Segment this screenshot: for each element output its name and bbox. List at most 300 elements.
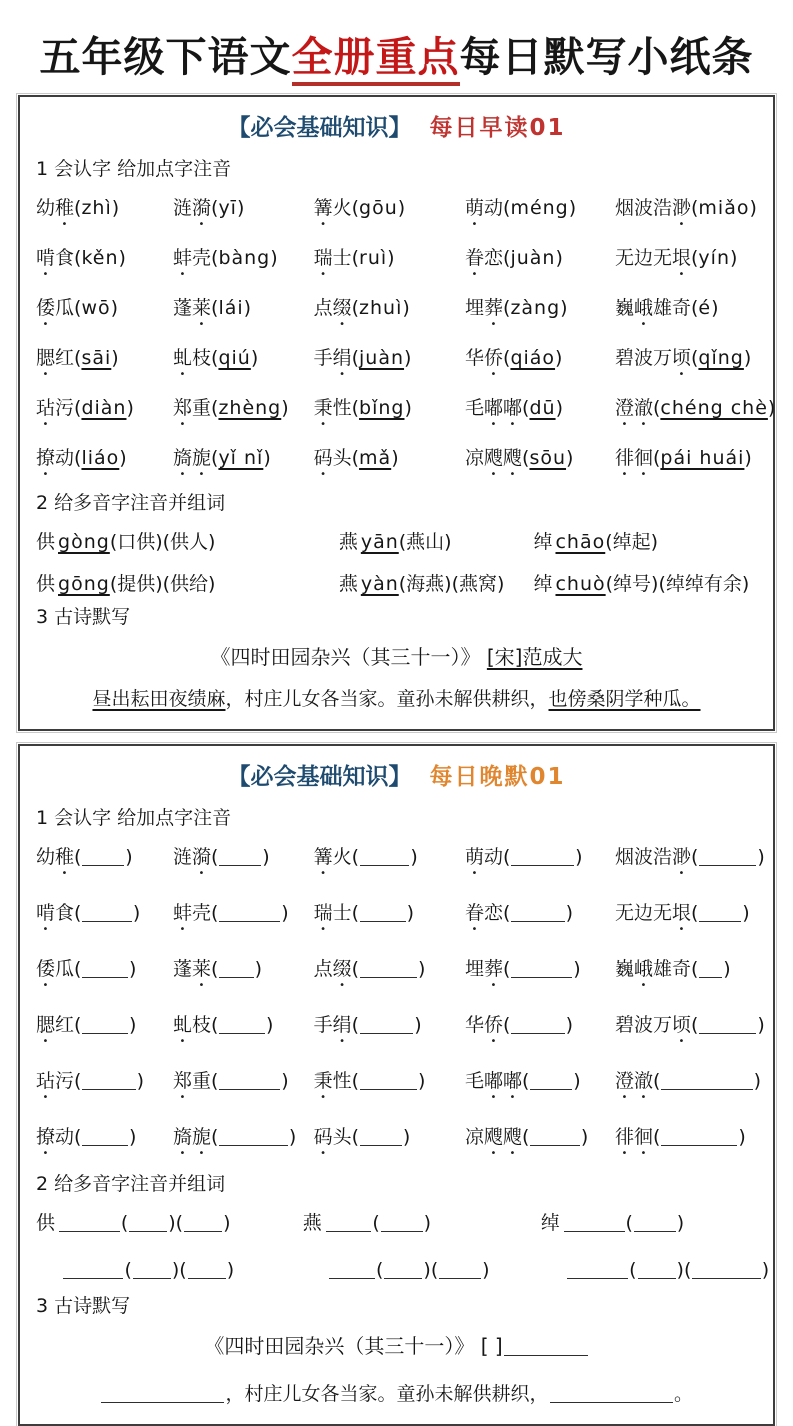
dotted-char: 澄	[614, 1070, 634, 1092]
polyphone-grid-evening	[36, 1208, 770, 1281]
dotted-char: 秉	[313, 397, 333, 419]
answer-blank	[184, 1214, 222, 1232]
word-text	[173, 447, 211, 469]
answer-blank	[567, 1261, 628, 1279]
part3-label: 3 古诗默写	[36, 1295, 131, 1317]
answer-blank	[661, 1128, 737, 1146]
word-item: 幼稚( )	[36, 846, 133, 868]
dotted-char: 漪	[192, 197, 212, 219]
answer-blank	[360, 1016, 413, 1034]
word-text: 手绢	[313, 1014, 352, 1036]
word-text: 虬枝	[172, 347, 212, 369]
dotted-char: 飕	[503, 447, 523, 469]
word-item: 碧波万顷( )	[614, 1014, 765, 1036]
dotted-char: 顷	[671, 347, 691, 369]
pinyin-answer: qǐng	[698, 347, 744, 369]
dotted-char: 侨	[484, 1014, 504, 1036]
word-text: 玷污	[36, 397, 75, 419]
poem-text: 也傍桑阴学种瓜。	[548, 688, 701, 710]
dotted-char: 葬	[484, 297, 504, 319]
pinyin-answer: é	[698, 297, 712, 319]
word-item: 旖旎(yǐ nǐ)	[172, 447, 271, 469]
pinyin-answer: qiú	[218, 347, 251, 369]
word-text: 郑重	[172, 397, 212, 419]
dotted-char: 倭	[36, 958, 56, 980]
word-item: 毛嘟嘟(dū)	[464, 397, 563, 419]
dotted-char: 啃	[36, 247, 56, 269]
answer-blank	[329, 1261, 375, 1279]
polyphone-char: 供	[36, 531, 56, 553]
word-item: 玷污(diàn)	[36, 397, 134, 419]
dotted-char: 稚	[55, 846, 75, 868]
answer-blank	[511, 960, 572, 978]
polyphone-item	[36, 527, 339, 554]
word-item: 蓬莱(lái)	[172, 297, 252, 319]
word-item: 无边无垠( )	[614, 902, 750, 924]
answer-blank	[360, 960, 417, 978]
dotted-char: 顷	[671, 1014, 691, 1036]
answer-blank	[219, 960, 253, 978]
word-item: 瑞士( )	[313, 902, 415, 924]
part3-label: 3 古诗默写	[36, 606, 131, 628]
polyphone-words: (燕山)	[398, 531, 452, 553]
answer-blank	[360, 1128, 402, 1146]
pinyin-answer: yī	[218, 197, 237, 219]
poem-line-morning	[36, 684, 757, 711]
poem-text: 《四时田园杂兴（其三十一）》	[210, 645, 487, 669]
word-text: 埋葬	[464, 958, 504, 980]
pinyin-answer: gòng	[58, 531, 110, 553]
polyphone-item	[533, 569, 757, 596]
dotted-char: 澈	[633, 397, 653, 419]
word-text: 凉飕飕	[464, 1126, 523, 1148]
polyphone-char: 燕	[338, 573, 358, 595]
answer-blank	[59, 1214, 120, 1232]
pinyin-answer: bǐng	[359, 397, 405, 419]
answer-blank	[634, 1214, 676, 1232]
word-text: 毛嘟嘟	[464, 1070, 523, 1092]
dotted-char: 虬	[172, 347, 192, 369]
section-evening-header	[36, 758, 757, 791]
word-text: 瑞士	[313, 902, 352, 924]
pinyin-answer: yǐ nǐ	[218, 447, 264, 469]
answer-blank	[550, 1385, 674, 1403]
pinyin-answer: qiáo	[510, 347, 556, 369]
answer-blank	[133, 1261, 171, 1279]
word-text: 倭瓜	[36, 297, 75, 319]
word-text: 手绢	[313, 347, 352, 369]
daily-evening-title: 每日晚默01	[429, 764, 566, 790]
word-item: 虬枝( )	[172, 1014, 274, 1036]
word-text: 腮红	[36, 1014, 75, 1036]
dotted-char: 萌	[464, 197, 484, 219]
poem-text: [ ]	[480, 1334, 503, 1358]
answer-blank	[129, 1214, 167, 1232]
polyphone-words: (提供)(供给)	[109, 573, 216, 595]
word-text: 毛嘟嘟	[464, 397, 523, 419]
dotted-char: 绢	[332, 347, 352, 369]
polyphone-char: 绰	[533, 531, 553, 553]
pinyin-answer: juàn	[510, 247, 556, 269]
word-text: 秉性	[313, 397, 352, 419]
word-item: 眷恋( )	[464, 902, 574, 924]
answer-blank	[82, 1072, 135, 1090]
pinyin-answer: ruì	[359, 247, 388, 269]
word-grid-morning	[36, 193, 776, 480]
word-text: 点缀	[313, 958, 352, 980]
polyphone-char: 供	[36, 573, 56, 595]
pinyin-answer: sōu	[529, 447, 567, 469]
word-item: 郑重(zhèng)	[172, 397, 289, 419]
word-item: 澄澈( )	[614, 1070, 761, 1092]
word-text: 蚌壳	[172, 247, 212, 269]
dotted-char: 飕	[484, 1126, 504, 1148]
dotted-char: 嘟	[503, 1070, 523, 1092]
word-item: 萌动( )	[464, 846, 583, 868]
pinyin-answer: chéng chè	[660, 397, 768, 419]
answer-blank	[384, 1261, 422, 1279]
answer-blank	[661, 1072, 752, 1090]
dotted-char: 峨	[633, 958, 653, 980]
word-text: 埋葬	[464, 297, 504, 319]
dotted-char: 徊	[633, 447, 653, 469]
polyphone-words: (绰号)(绰绰有余)	[605, 573, 750, 595]
word-text: 涟漪	[172, 846, 212, 868]
polyphone-char: 绰	[533, 573, 553, 595]
dotted-char: 飕	[484, 447, 504, 469]
word-text	[615, 1070, 653, 1092]
word-text: 篝火	[313, 846, 352, 868]
poem-title-morning	[36, 641, 757, 670]
pinyin-answer: miǎo	[698, 197, 750, 219]
word-text: 巍峨雄奇	[614, 297, 691, 319]
pinyin-answer: wō	[81, 297, 111, 319]
word-item: 瑞士(ruì)	[313, 247, 395, 269]
polyphone-item: 供 ( )( )	[36, 1212, 231, 1234]
word-item: 虬枝(qiú)	[172, 347, 259, 369]
answer-blank	[564, 1214, 625, 1232]
word-item: 篝火( )	[313, 846, 418, 868]
polyphone-item: 绰 ( )	[540, 1212, 685, 1234]
dotted-char: 萌	[464, 846, 484, 868]
word-text	[615, 1126, 653, 1148]
answer-blank	[82, 1128, 128, 1146]
dotted-char: 徊	[633, 1126, 653, 1148]
pinyin-answer: zhèng	[218, 397, 282, 419]
dotted-char: 篝	[313, 846, 333, 868]
word-text: 幼稚	[36, 197, 75, 219]
word-item: 巍峨雄奇( )	[614, 958, 731, 980]
dotted-char: 嘟	[503, 397, 523, 419]
page-title-highlight: 全册重点	[292, 33, 460, 86]
dotted-char: 垠	[671, 902, 691, 924]
word-text: 倭瓜	[36, 958, 75, 980]
word-text: 萌动	[464, 197, 504, 219]
word-item: 手绢( )	[313, 1014, 422, 1036]
answer-blank	[699, 1016, 756, 1034]
answer-blank	[219, 1072, 280, 1090]
word-text: 篝火	[313, 197, 352, 219]
answer-blank	[360, 904, 406, 922]
word-item: 萌动(méng)	[464, 197, 577, 219]
dotted-char: 莱	[192, 297, 212, 319]
page-title-post: 每日默写小纸条	[459, 33, 754, 81]
dotted-char: 郑	[172, 397, 192, 419]
dotted-char: 眷	[464, 247, 484, 269]
polyphone-words: (口供)(供人)	[109, 531, 216, 553]
answer-blank	[82, 960, 128, 978]
word-text: 碧波万顷	[614, 347, 691, 369]
word-item: 澄澈(chéng chè)	[614, 397, 776, 419]
pinyin-answer: zhì	[81, 197, 112, 219]
part2-label: 2 给多音字注音并组词	[36, 492, 226, 514]
pinyin-answer: chāo	[555, 531, 606, 553]
word-text: 啃食	[36, 902, 75, 924]
word-item: 码头( )	[313, 1126, 411, 1148]
polyphone-item	[36, 569, 339, 596]
pinyin-answer: bàng	[218, 247, 271, 269]
word-item: 凉飕飕(sōu)	[464, 447, 574, 469]
word-text: 烟波浩渺	[614, 197, 691, 219]
word-item: 烟波浩渺( )	[614, 846, 765, 868]
dotted-char: 旖	[172, 1126, 192, 1148]
word-text: 撩动	[36, 1126, 75, 1148]
word-item: 涟漪( )	[172, 846, 270, 868]
word-item: 巍峨雄奇(é)	[614, 297, 719, 319]
part2-label: 2 给多音字注音并组词	[36, 1173, 226, 1195]
page-title	[18, 8, 775, 95]
word-text: 秉性	[313, 1070, 352, 1092]
poem-title-evening	[36, 1330, 757, 1359]
part1-label: 1 会认字 给加点字注音	[36, 807, 232, 829]
word-text: 码头	[313, 1126, 352, 1148]
answer-blank	[360, 1072, 417, 1090]
dotted-char: 澄	[614, 397, 634, 419]
word-text: 烟波浩渺	[614, 846, 691, 868]
polyphone-grid-morning	[36, 527, 757, 596]
answer-blank	[360, 848, 409, 866]
dotted-char: 玷	[36, 397, 56, 419]
word-item: 秉性(bǐng)	[313, 397, 412, 419]
pinyin-answer: gōng	[58, 573, 110, 595]
section-morning-header	[36, 109, 757, 142]
word-text: 无边无垠	[614, 902, 691, 924]
page-title-pre: 五年级下语文	[39, 33, 292, 81]
poem-text: ，村庄儿女各当家。童孙未解供耕织，	[225, 1383, 549, 1405]
answer-blank	[638, 1261, 676, 1279]
answer-blank	[511, 848, 574, 866]
word-item: 腮红( )	[36, 1014, 137, 1036]
dotted-char: 郑	[172, 1070, 192, 1092]
word-item: 点缀(zhuì)	[313, 297, 410, 319]
dotted-char: 旖	[172, 447, 192, 469]
daily-morning-title: 每日早读01	[429, 115, 566, 141]
word-text: 华侨	[464, 1014, 504, 1036]
dotted-char: 篝	[313, 197, 333, 219]
word-item: 徘徊(pái huái)	[614, 447, 752, 469]
polyphone-item: ( )( )	[36, 1259, 303, 1281]
pinyin-answer: chuò	[555, 573, 606, 595]
word-text: 眷恋	[464, 247, 504, 269]
poem-line-evening	[36, 1379, 757, 1406]
word-item: 蚌壳( )	[172, 902, 289, 924]
dotted-char: 嘟	[484, 397, 504, 419]
pinyin-answer: yín	[698, 247, 730, 269]
dotted-char: 垠	[671, 247, 691, 269]
answer-blank	[530, 1128, 579, 1146]
word-item: 眷恋(juàn)	[464, 247, 563, 269]
word-text: 眷恋	[464, 902, 504, 924]
dotted-char: 飕	[503, 1126, 523, 1148]
answer-blank	[326, 1214, 372, 1232]
word-text: 瑞士	[313, 247, 352, 269]
dotted-char: 缀	[332, 958, 352, 980]
answer-blank	[699, 848, 756, 866]
poem-text: 。	[674, 1383, 694, 1405]
word-text: 啃食	[36, 247, 75, 269]
word-item: 徘徊( )	[614, 1126, 746, 1148]
section-evening-box	[18, 744, 775, 1426]
word-item: 腮红(sāi)	[36, 347, 119, 369]
polyphone-char: 绰	[540, 1212, 560, 1234]
word-item: 撩动( )	[36, 1126, 137, 1148]
word-item: 倭瓜(wō)	[36, 297, 119, 319]
polyphone-item	[533, 527, 757, 554]
dotted-char: 渺	[671, 846, 691, 868]
dotted-char: 腮	[36, 347, 56, 369]
word-item: 倭瓜( )	[36, 958, 137, 980]
dotted-char: 缀	[332, 297, 352, 319]
word-item: 凉飕飕( )	[464, 1126, 589, 1148]
word-item: 蚌壳(bàng)	[172, 247, 278, 269]
answer-blank	[219, 904, 280, 922]
word-item: 埋葬(zàng)	[464, 297, 568, 319]
polyphone-words: (绰起)	[605, 531, 659, 553]
dotted-char: 眷	[464, 902, 484, 924]
word-item: 手绢(juàn)	[313, 347, 412, 369]
pinyin-answer: zhuì	[359, 297, 403, 319]
word-item: 啃食(kěn)	[36, 247, 126, 269]
answer-blank	[511, 1016, 564, 1034]
dotted-char: 蚌	[172, 247, 192, 269]
poem-text: 昼出耘田夜绩麻	[92, 688, 226, 710]
word-text: 碧波万顷	[614, 1014, 691, 1036]
pinyin-answer: méng	[510, 197, 569, 219]
polyphone-item: 燕 ( )	[302, 1212, 432, 1234]
dotted-char: 码	[313, 447, 333, 469]
dotted-char: 徘	[614, 1126, 634, 1148]
word-text: 蚌壳	[172, 902, 212, 924]
word-text: 华侨	[464, 347, 504, 369]
word-item: 码头(mǎ)	[313, 447, 399, 469]
answer-blank	[63, 1261, 124, 1279]
word-item: 无边无垠(yín)	[614, 247, 738, 269]
dotted-char: 稚	[55, 197, 75, 219]
dotted-char: 绢	[332, 1014, 352, 1036]
dotted-char: 玷	[36, 1070, 56, 1092]
dotted-char: 撩	[36, 447, 56, 469]
dotted-char: 莱	[192, 958, 212, 980]
dotted-char: 瑞	[313, 247, 333, 269]
pinyin-answer: mǎ	[359, 447, 392, 469]
polyphone-char: 燕	[338, 531, 358, 553]
answer-blank	[219, 1128, 287, 1146]
pinyin-answer: diàn	[81, 397, 127, 419]
word-item: 撩动(liáo)	[36, 447, 127, 469]
word-text: 腮红	[36, 347, 75, 369]
word-text: 撩动	[36, 447, 75, 469]
pinyin-answer: yān	[360, 531, 399, 553]
poem-text: 《四时田园杂兴（其三十一）》	[204, 1334, 481, 1358]
word-text: 幼稚	[36, 846, 75, 868]
word-item: 幼稚(zhì)	[36, 197, 120, 219]
word-grid-evening	[36, 842, 765, 1159]
word-item: 篝火(gōu)	[313, 197, 406, 219]
word-item: 啃食( )	[36, 902, 141, 924]
dotted-char: 码	[313, 1126, 333, 1148]
dotted-char: 旎	[192, 1126, 212, 1148]
part1-label: 1 会认字 给加点字注音	[36, 158, 232, 180]
answer-blank	[699, 904, 741, 922]
dotted-char: 漪	[192, 846, 212, 868]
section-bracket-title: 【必会基础知识】	[227, 764, 412, 790]
dotted-char: 虬	[172, 1014, 192, 1036]
answer-blank	[82, 904, 131, 922]
dotted-char: 侨	[484, 347, 504, 369]
word-text: 萌动	[464, 846, 504, 868]
word-text: 虬枝	[172, 1014, 212, 1036]
pinyin-answer: dū	[529, 397, 556, 419]
answer-blank	[692, 1261, 760, 1279]
pinyin-answer: pái huái	[660, 447, 745, 469]
dotted-char: 旎	[192, 447, 212, 469]
pinyin-answer: liáo	[81, 447, 120, 469]
word-item: 涟漪(yī)	[172, 197, 245, 219]
word-text: 蓬莱	[172, 958, 212, 980]
dotted-char: 倭	[36, 297, 56, 319]
dotted-char: 澈	[633, 1070, 653, 1092]
word-text: 码头	[313, 447, 352, 469]
answer-blank	[101, 1385, 225, 1403]
polyphone-item: ( )( )	[303, 1259, 541, 1281]
word-item: 旖旎( )	[172, 1126, 297, 1148]
polyphone-char: 燕	[302, 1212, 322, 1234]
word-text	[615, 397, 653, 419]
word-item: 毛嘟嘟( )	[464, 1070, 581, 1092]
pinyin-answer: yàn	[360, 573, 399, 595]
pinyin-answer: juàn	[359, 347, 405, 369]
dotted-char: 徘	[614, 447, 634, 469]
pinyin-answer: lái	[218, 297, 244, 319]
word-item: 郑重( )	[172, 1070, 289, 1092]
answer-blank	[82, 1016, 128, 1034]
word-text	[173, 1126, 211, 1148]
poem-text: [宋]范成大	[486, 645, 583, 669]
pinyin-answer: gōu	[359, 197, 398, 219]
word-item: 碧波万顷(qǐng)	[614, 347, 752, 369]
dotted-char: 腮	[36, 1014, 56, 1036]
section-morning-box	[18, 95, 775, 731]
dotted-char: 峨	[633, 297, 653, 319]
word-item: 华侨( )	[464, 1014, 574, 1036]
polyphone-words: (海燕)(燕窝)	[398, 573, 505, 595]
answer-blank	[381, 1214, 423, 1232]
dotted-char: 嘟	[484, 1070, 504, 1092]
word-text: 无边无垠	[614, 247, 691, 269]
answer-blank	[219, 848, 261, 866]
answer-blank	[188, 1261, 226, 1279]
answer-blank	[511, 904, 564, 922]
